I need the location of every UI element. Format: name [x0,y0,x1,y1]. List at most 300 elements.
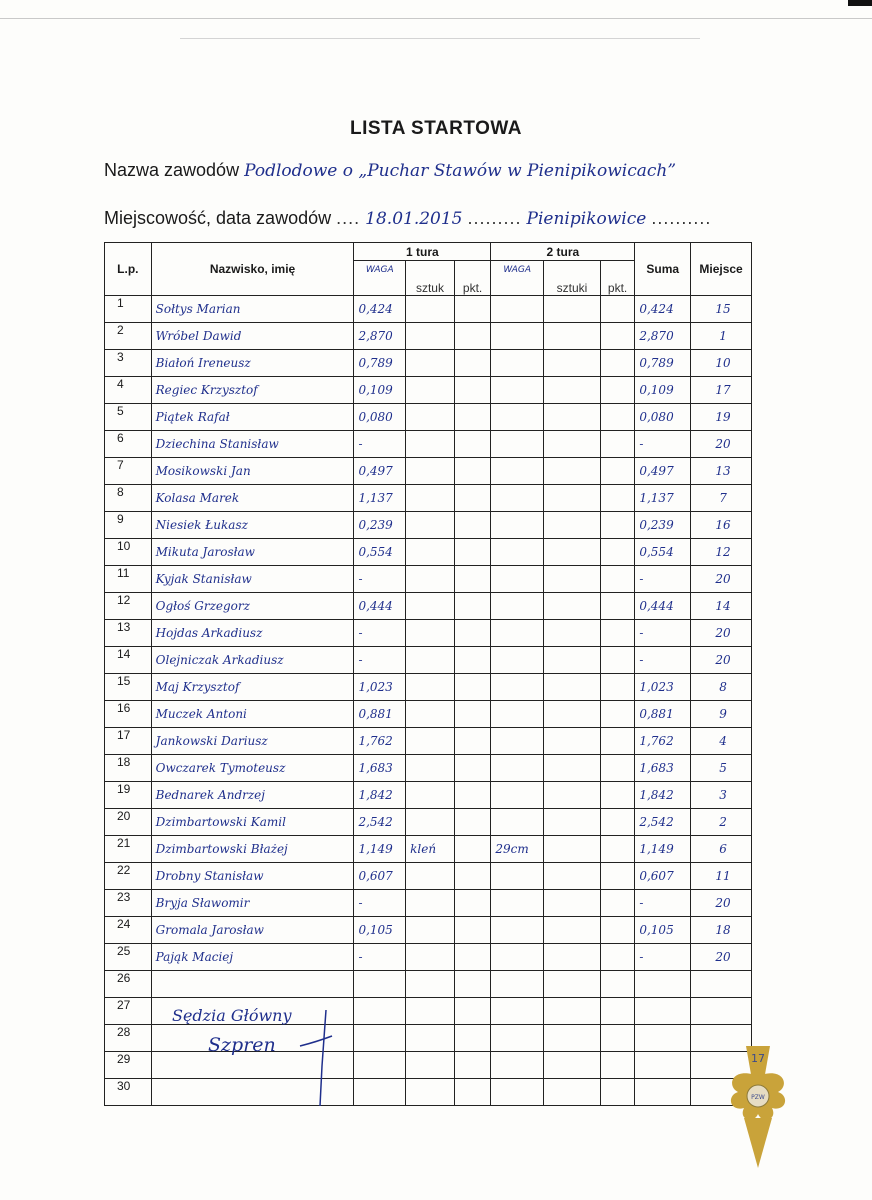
competitor-name: Piątek Rafał [151,404,354,431]
round2-weight [491,620,544,647]
signature-stroke [296,1006,336,1110]
round2-points [600,566,635,593]
round2-count [544,944,601,971]
round2-count [544,1052,601,1079]
round2-weight [491,1052,544,1079]
round2-weight [491,728,544,755]
competitor-name: Maj Krzysztof [151,674,354,701]
round2-weight: 29cm [491,836,544,863]
round2-weight [491,566,544,593]
round2-weight [491,458,544,485]
table-row [105,863,752,890]
round2-points [600,971,635,998]
round2-weight [491,944,544,971]
round2-points [600,755,635,782]
row-number: 26 [105,971,152,998]
round1-count [406,512,455,539]
round1-points [454,593,491,620]
round2-count [544,836,601,863]
row-number: 8 [105,485,152,512]
round2-weight [491,431,544,458]
round1-points [454,296,491,323]
table-row [105,620,752,647]
total-weight: 0,105 [635,917,691,944]
round2-count [544,512,601,539]
event-label: Nazwa zawodów [104,160,240,180]
total-weight: - [635,566,691,593]
date-value: 18.01.2015 [365,209,463,229]
table-row [105,944,752,971]
final-place: 1 [691,323,752,350]
round2-count [544,647,601,674]
row-number: 18 [105,755,152,782]
final-place: 4 [691,728,752,755]
round2-points [600,323,635,350]
round1-weight: 0,109 [354,377,406,404]
round2-weight [491,890,544,917]
row-number: 20 [105,809,152,836]
round2-weight [491,593,544,620]
round1-count [406,728,455,755]
round1-count [406,674,455,701]
table-row [105,1025,752,1052]
final-place: 7 [691,485,752,512]
scan-corner-mark [848,0,872,6]
round1-points [454,647,491,674]
total-weight: 0,607 [635,863,691,890]
round1-count [406,620,455,647]
final-place: 10 [691,350,752,377]
round1-points [454,782,491,809]
row-number: 23 [105,890,152,917]
total-weight: 0,109 [635,377,691,404]
total-weight: 0,881 [635,701,691,728]
round1-points [454,971,491,998]
round1-weight: 0,444 [354,593,406,620]
round1-weight: 0,554 [354,539,406,566]
round2-points [600,863,635,890]
round2-weight [491,1025,544,1052]
table-row [105,809,752,836]
round1-count [406,890,455,917]
total-weight: - [635,890,691,917]
row-number: 19 [105,782,152,809]
round2-count [544,458,601,485]
round1-weight: 0,607 [354,863,406,890]
round1-weight: - [354,890,406,917]
final-place: 5 [691,755,752,782]
round2-count [544,863,601,890]
row-number: 21 [105,836,152,863]
round1-points [454,485,491,512]
round2-count [544,566,601,593]
round2-points [600,1052,635,1079]
round2-points [600,917,635,944]
round2-points [600,890,635,917]
round1-points [454,944,491,971]
round1-weight: - [354,647,406,674]
round2-points [600,944,635,971]
total-weight: 0,554 [635,539,691,566]
round2-points [600,836,635,863]
row-number: 12 [105,593,152,620]
round2-count [544,674,601,701]
table-row [105,971,752,998]
table-row [105,674,752,701]
round2-count [544,377,601,404]
total-weight [635,971,691,998]
logo-spike-shape [744,1118,772,1168]
round2-count [544,890,601,917]
round2-count [544,485,601,512]
row-number: 15 [105,674,152,701]
round2-points [600,350,635,377]
round2-points [600,1079,635,1106]
round2-weight [491,809,544,836]
round1-weight: 2,542 [354,809,406,836]
table-row [105,323,752,350]
round2-weight [491,350,544,377]
row-number: 30 [105,1079,152,1106]
place-label: Miejscowość, data zawodów [104,208,332,228]
round2-weight [491,647,544,674]
row-number: 2 [105,323,152,350]
round1-count [406,1079,455,1106]
round2-count [544,404,601,431]
table-row [105,296,752,323]
round1-weight: 0,105 [354,917,406,944]
round1-weight: 1,137 [354,485,406,512]
row-number: 4 [105,377,152,404]
competitor-name: Niesiek Łukasz [151,512,354,539]
round2-points [600,728,635,755]
top-rule-2 [180,38,700,39]
round2-count [544,728,601,755]
col-name: Nazwisko, imię [151,243,354,296]
row-number: 1 [105,296,152,323]
round1-weight [354,1025,406,1052]
final-place [691,998,752,1025]
total-weight: 1,023 [635,674,691,701]
competitor-name: Pająk Maciej [151,944,354,971]
round2-weight [491,998,544,1025]
round2-points [600,620,635,647]
table-row [105,377,752,404]
round2-weight [491,701,544,728]
round1-count [406,296,455,323]
round1-count [406,647,455,674]
round2-weight [491,1079,544,1106]
row-number: 25 [105,944,152,971]
competitor-name: Regiec Krzysztof [151,377,354,404]
table-row [105,728,752,755]
round2-weight [491,485,544,512]
table-row [105,836,752,863]
table-row [105,782,752,809]
final-place: 12 [691,539,752,566]
row-number: 9 [105,512,152,539]
round2-count [544,971,601,998]
round2-points [600,539,635,566]
round1-weight: 2,870 [354,323,406,350]
top-rule [0,18,872,19]
round2-weight [491,674,544,701]
round2-points [600,593,635,620]
competitor-name: Mikuta Jarosław [151,539,354,566]
judge-signature: Szpren [208,1034,276,1056]
round1-weight: 0,497 [354,458,406,485]
round1-weight: 1,023 [354,674,406,701]
round2-points [600,782,635,809]
final-place: 6 [691,836,752,863]
table-row [105,593,752,620]
round1-weight: 0,881 [354,701,406,728]
total-weight: 1,137 [635,485,691,512]
round2-weight [491,377,544,404]
col-count2: sztuki [544,261,601,296]
col-weight2: WAGA [491,261,544,296]
round2-weight [491,971,544,998]
table-row [105,485,752,512]
round1-count [406,593,455,620]
col-sum: Suma [635,243,691,296]
final-place: 20 [691,620,752,647]
competitor-name: Kyjak Stanisław [151,566,354,593]
col-lp: L.p. [105,243,152,296]
round1-points [454,998,491,1025]
competitor-name: Bednarek Andrzej [151,782,354,809]
total-weight: 2,870 [635,323,691,350]
round1-points [454,836,491,863]
round1-points [454,323,491,350]
total-weight: - [635,647,691,674]
round1-count [406,377,455,404]
round1-count [406,539,455,566]
round2-points [600,1025,635,1052]
competitor-name: Dzimbartowski Błażej [151,836,354,863]
round1-weight: - [354,620,406,647]
round1-weight [354,998,406,1025]
start-list-table [104,242,752,1106]
row-number: 22 [105,863,152,890]
round1-count [406,458,455,485]
total-weight: 1,683 [635,755,691,782]
final-place: 9 [691,701,752,728]
round1-count [406,431,455,458]
competitor-name: Wróbel Dawid [151,323,354,350]
final-place: 20 [691,566,752,593]
col-weight1: WAGA [354,261,406,296]
total-weight: 0,497 [635,458,691,485]
table-row [105,1079,752,1106]
row-number: 17 [105,728,152,755]
table-row [105,647,752,674]
competitor-name: Kolasa Marek [151,485,354,512]
round2-weight [491,755,544,782]
round1-count [406,350,455,377]
round2-points [600,512,635,539]
competitor-name: Gromala Jarosław [151,917,354,944]
total-weight: 0,789 [635,350,691,377]
round1-points [454,1025,491,1052]
round2-points [600,377,635,404]
row-number: 14 [105,647,152,674]
table-row [105,1052,752,1079]
final-place: 11 [691,863,752,890]
total-weight [635,1025,691,1052]
col-round2: 2 tura [491,243,635,261]
final-place: 19 [691,404,752,431]
total-weight: 1,842 [635,782,691,809]
row-number: 16 [105,701,152,728]
row-number: 5 [105,404,152,431]
logo-initials: PZW [751,1094,765,1101]
final-place: 14 [691,593,752,620]
total-weight: 0,239 [635,512,691,539]
final-place: 17 [691,377,752,404]
round1-weight: - [354,944,406,971]
round2-count [544,1079,601,1106]
round1-count [406,755,455,782]
row-number: 13 [105,620,152,647]
round2-count [544,998,601,1025]
row-number: 27 [105,998,152,1025]
table-row [105,404,752,431]
round2-weight [491,539,544,566]
round1-weight: 1,683 [354,755,406,782]
round2-points [600,674,635,701]
round1-count [406,782,455,809]
table-row [105,566,752,593]
round1-points [454,620,491,647]
round1-points [454,512,491,539]
total-weight [635,998,691,1025]
round1-count [406,1052,455,1079]
round1-count [406,809,455,836]
competitor-name: Owczarek Tymoteusz [151,755,354,782]
round1-points [454,755,491,782]
round2-weight [491,512,544,539]
final-place: 15 [691,296,752,323]
total-weight [635,1079,691,1106]
row-number: 24 [105,917,152,944]
place-value: Pienipikowice [526,209,647,229]
round1-count [406,1025,455,1052]
total-weight [635,1052,691,1079]
final-place: 20 [691,431,752,458]
col-points2: pkt. [600,261,635,296]
round2-weight [491,863,544,890]
round1-points [454,863,491,890]
row-number: 3 [105,350,152,377]
table-row [105,539,752,566]
row-number: 29 [105,1052,152,1079]
round2-count [544,701,601,728]
round1-points [454,728,491,755]
total-weight: 1,149 [635,836,691,863]
competitor-name: Mosikowski Jan [151,458,354,485]
round2-weight [491,917,544,944]
competitor-name: Sołtys Marian [151,296,354,323]
total-weight: - [635,620,691,647]
competitor-name: Hojdas Arkadiusz [151,620,354,647]
club-logo [724,1046,792,1175]
round1-count [406,485,455,512]
round1-points [454,890,491,917]
round1-count [406,701,455,728]
round2-count [544,917,601,944]
final-place: 13 [691,458,752,485]
competitor-name: Muczek Antoni [151,701,354,728]
total-weight: - [635,431,691,458]
round1-points [454,1052,491,1079]
round1-weight: 0,789 [354,350,406,377]
final-place: 3 [691,782,752,809]
table-row [105,701,752,728]
round1-count [406,404,455,431]
round1-points [454,917,491,944]
round1-count [406,863,455,890]
competitor-name: Drobny Stanisław [151,863,354,890]
round2-count [544,809,601,836]
table-row [105,890,752,917]
total-weight: 0,080 [635,404,691,431]
col-count1: sztuk [406,261,455,296]
round2-count [544,593,601,620]
round1-points [454,377,491,404]
col-points1: pkt. [454,261,491,296]
round2-count [544,1025,601,1052]
round1-points [454,350,491,377]
final-place: 18 [691,917,752,944]
round2-points [600,485,635,512]
total-weight: 1,762 [635,728,691,755]
final-place: 20 [691,890,752,917]
round1-weight: - [354,431,406,458]
table-row [105,917,752,944]
round1-weight: 1,842 [354,782,406,809]
round1-weight: 0,239 [354,512,406,539]
col-place: Miejsce [691,243,752,296]
col-round1: 1 tura [354,243,491,261]
competitor-name: Olejniczak Arkadiusz [151,647,354,674]
final-place: 16 [691,512,752,539]
table-row [105,431,752,458]
competitor-name [151,971,354,998]
total-weight: 2,542 [635,809,691,836]
round1-count [406,998,455,1025]
total-weight: - [635,944,691,971]
round2-points [600,701,635,728]
final-place [691,971,752,998]
round1-count [406,323,455,350]
round1-points [454,674,491,701]
table-row [105,458,752,485]
round1-weight: 1,149 [354,836,406,863]
round1-points [454,1079,491,1106]
total-weight: 0,444 [635,593,691,620]
round1-points [454,404,491,431]
round2-points [600,809,635,836]
round2-weight [491,323,544,350]
logo-number: 17 [751,1052,765,1065]
round1-weight: 1,762 [354,728,406,755]
round1-points [454,458,491,485]
competitor-name: Ogłoś Grzegorz [151,593,354,620]
round2-weight [491,404,544,431]
round1-points [454,701,491,728]
table-row [105,350,752,377]
